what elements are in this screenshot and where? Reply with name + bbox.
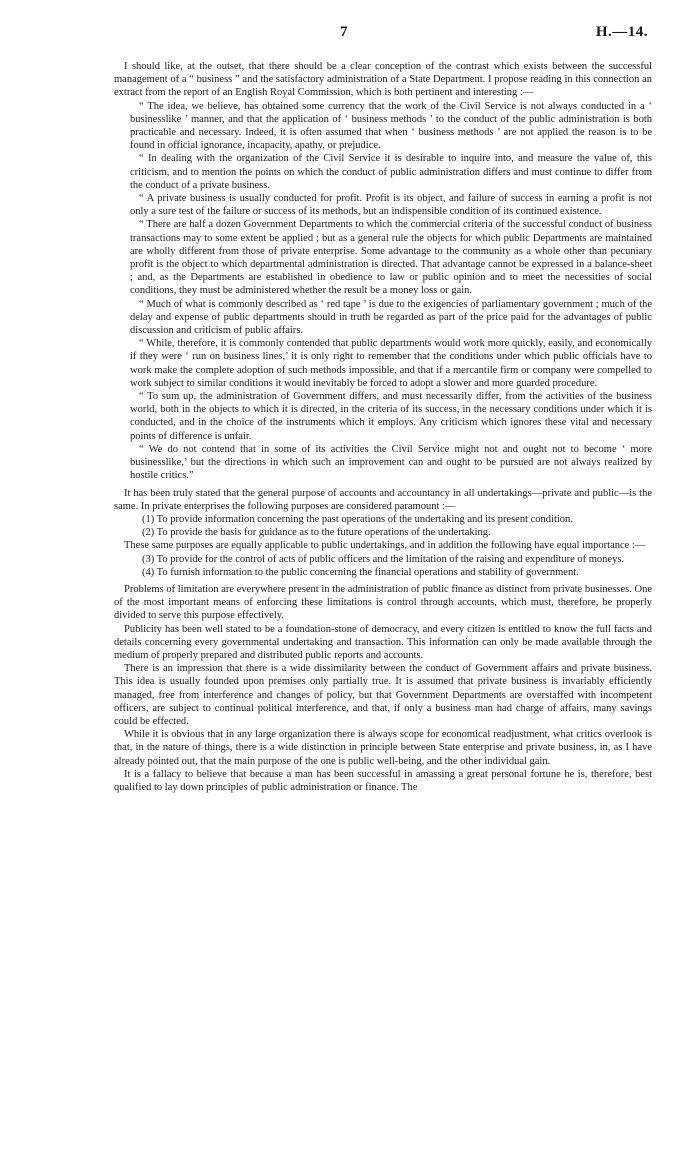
quote-paragraph: “ In dealing with the organization of the Civil Service it is desirable to inquire into, and measure the value of, this criticism, and to mention the points on which the conduct of public administration differs and must continue to differ from the conduct of a private business. bbox=[130, 153, 652, 191]
list-item: (1) To provide information concerning the past operations of the undertaking and its present condition. bbox=[142, 513, 573, 525]
document-reference: H.—14. bbox=[595, 24, 648, 40]
paragraph: There is an impression that there is a wide dissimilarity between the conduct of Government affairs and private business. This idea is usually founded upon premises only partially true. It is assumed that private business is invariably efficiently managed, free from interference and changes of policy, but that Government Departments are overstaffed with incompetent officers, are subject to continual political interference, and that, if only a business man had charge of affairs, many savings could be effected. bbox=[114, 663, 652, 727]
paragraph: Publicity has been well stated to be a foundation-stone of democracy, and every citizen is entitled to know the full facts and details concerning every governmental undertaking and transaction. This information can only be made available through the medium of properly prepared and distributed public reports and accounts. bbox=[114, 623, 652, 661]
quote-paragraph: “ Much of what is commonly described as ‘ red tape ’ is due to the exigencies of parliamentary government ; much of the delay and expense of public departments should in truth be regarded as part of the price paid for the advantages of public discussion and criticism of public affairs. bbox=[130, 298, 652, 337]
quote-paragraph: “ A private business is usually conducted for profit. Profit is its object, and failure of success in earning a profit is not only a sure test of the failure or success of its methods, but an indispensible condition of its continued existence. bbox=[130, 193, 652, 218]
page-number: 7 bbox=[340, 24, 348, 40]
list-item: (4) To furnish information to the public concerning the financial operations and stability of government. bbox=[142, 566, 579, 578]
quote-paragraph: “ We do not contend that in some of its activities the Civil Service might not and ought not to become ‘ more businesslike,’ but the directions in which such an improvement can and ought to be pursued are not always realized by hostile critics.” bbox=[130, 443, 652, 482]
paragraph: Problems of limitation are everywhere present in the administration of public finance as distinct from private businesses. One of the most important means of enforcing these limitations is control through accounts, which must, therefore, be properly divided to serve this purpose effectively. bbox=[114, 583, 652, 622]
quote-paragraph: “ The idea, we believe, has obtained some currency that the work of the Civil Service is not always conducted in a ‘ businesslike ’ manner, and that the application of ‘ business methods ’ to the conduct of the public administration is both practicable and necessary. Indeed, it is often assumed that when ‘ business methods ’ are not applied the reason is to be found in official ignorance, incapacity, apathy, or prejudice. bbox=[130, 100, 652, 152]
body-text bbox=[114, 60, 652, 794]
paragraph: While it is obvious that in any large organization there is always scope for economical readjustment, what critics overlook is that, in the nature of things, there is a wide distinction in principle between State enterprise and private business, in, as I have already pointed out, that the main purpose of the one is public well-being, and the other individual gain. bbox=[114, 729, 652, 767]
paragraph: These same purposes are equally applicable to public undertakings, and in addition the following have equal importance :— bbox=[124, 540, 646, 552]
quote-paragraph: “ While, therefore, it is commonly contended that public departments would work more quickly, easily, and economically if they were ‘ run on business lines,’ it is only right to remember that the conditions under which public officials have to work make the complete adoption of such methods impossible, and that if a mercantile firm or company were compelled to work subject to similar conditions it would inevitably be forced to adopt a slower and more guarded procedure. bbox=[130, 338, 652, 389]
page-header bbox=[0, 24, 700, 46]
paragraph: It is a fallacy to believe that because a man has been successful in amassing a great personal fortune he is, therefore, best qualified to lay down principles of public administration or finance. The bbox=[114, 768, 652, 793]
paragraph: It has been truly stated that the general purpose of accounts and accountancy in all undertakings—private and public—is the same. In private enterprises the following purposes are considered paramount :— bbox=[114, 487, 652, 512]
paragraph-intro: I should like, at the outset, that there should be a clear conception of the contrast which exists between the successful management of a “ business ” and the satisfactory administration of a State Department. I propose reading in this connection an extract from the report of an English Royal Commission, which is both pertinent and interesting :— bbox=[114, 61, 652, 99]
quote-paragraph: “ There are half a dozen Government Departments to which the commercial criteria of the successful conduct of business transactions may to some extent be applied ; but as a general rule the objects for which public Departments are maintained are wholly different from those of private enterprise. Some advantage to the community as a whole other than pecuniary profit is the object to which departmental administration is directed. That advantage cannot be expressed in a balance-sheet ; and, as the Departments are established in obedience to law or public opinion and to meet the necessities of social conditions, they must be administered whether the result be a money loss or gain. bbox=[130, 219, 652, 297]
list-item: (2) To provide the basis for guidance as to the future operations of the undertaking. bbox=[142, 527, 491, 539]
list-item: (3) To provide for the control of acts of public officers and the limitation of the raising and expenditure of moneys. bbox=[142, 553, 625, 565]
quote-paragraph: “ To sum up, the administration of Government differs, and must necessarily differ, from the activities of the business world, both in the objects to which it is directed, in the criteria of its success, in the necessary conditions under which it is conducted, and in the choice of the instruments which it employs. Any criticism which ignores these vital and necessary points of difference is unfair. bbox=[130, 391, 652, 442]
